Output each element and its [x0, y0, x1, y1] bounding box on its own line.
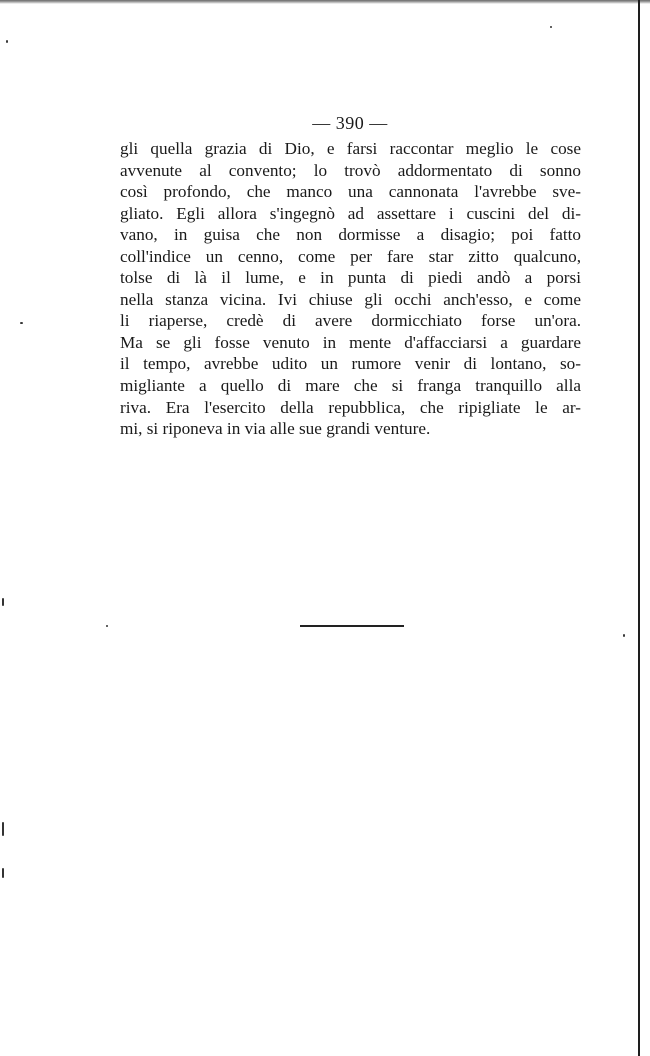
scan-speck [106, 625, 108, 627]
scan-speck [6, 40, 8, 43]
scan-top-edge [0, 0, 650, 4]
body-paragraph [120, 138, 581, 440]
text-line: coll'indice un cenno, come per fare star zitto qualcuno, [120, 246, 581, 266]
scan-speck [550, 26, 552, 28]
text-line: Ma se gli fosse venuto in mente d'affacciarsi a guardare [120, 332, 581, 352]
scan-speck [20, 322, 23, 324]
text-line: gliato. Egli allora s'ingegnò ad assettare i cuscini del di- [120, 203, 581, 223]
end-rule [300, 625, 404, 627]
text-line: avvenute al convento; lo trovò addormentato di sonno [120, 160, 581, 180]
text-line: il tempo, avrebbe udito un rumore venir di lontano, so- [120, 354, 581, 374]
text-line: riva. Era l'esercito della repubblica, che ripigliate le ar- [120, 397, 581, 417]
scan-right-edge [638, 0, 640, 1056]
text-line: vano, in guisa che non dormisse a disagio; poi fatto [120, 225, 581, 245]
text-line: migliante a quello di mare che si franga tranquillo alla [120, 376, 581, 396]
scan-speck [2, 598, 4, 606]
scan-speck [2, 868, 4, 878]
text-line: gli quella grazia di Dio, e farsi raccontar meglio le cose [120, 139, 581, 158]
text-line: così profondo, che manco una cannonata l'avrebbe sve- [120, 182, 581, 202]
scan-speck [2, 822, 4, 836]
text-line: li riaperse, credè di avere dormicchiato forse un'ora. [120, 311, 581, 331]
text-line: mi, si riponeva in via alle sue grandi venture. [120, 419, 431, 439]
text-line: tolse di là il lume, e in punta di piedi andò a porsi [120, 268, 581, 288]
scan-speck [623, 634, 625, 637]
text-line: nella stanza vicina. Ivi chiuse gli occhi anch'esso, e come [120, 289, 581, 309]
page-number: — 390 — [312, 113, 388, 133]
